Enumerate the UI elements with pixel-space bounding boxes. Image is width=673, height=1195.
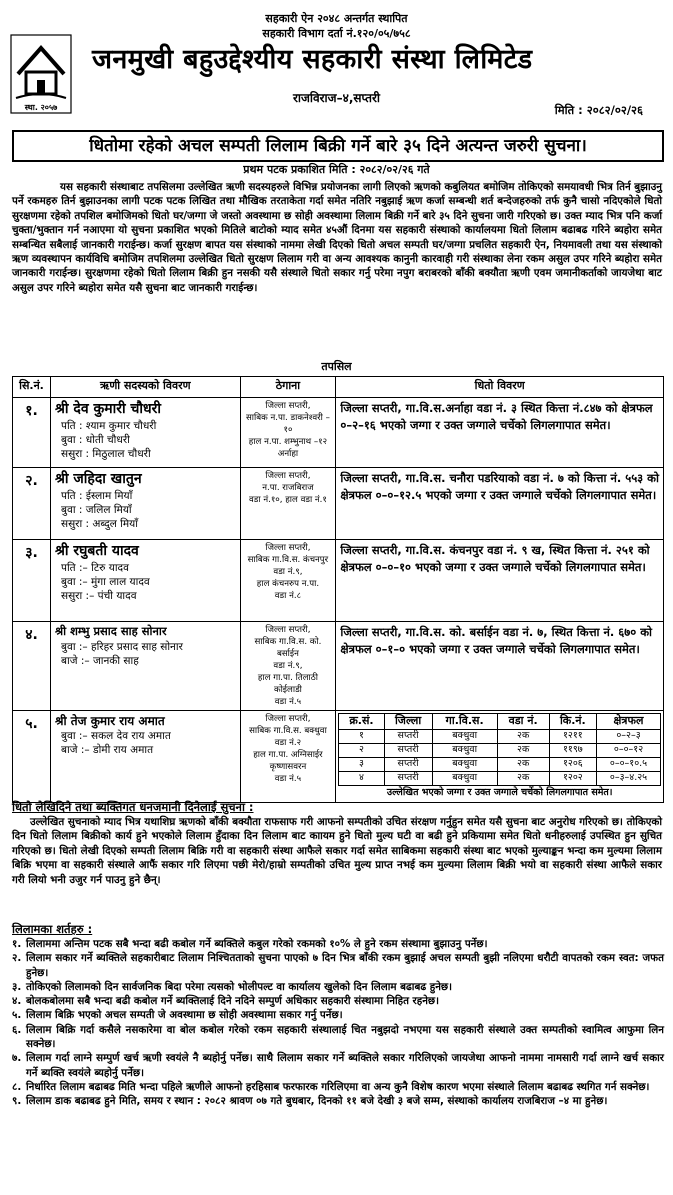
debtor-name: श्री देव कुमारी चौधरी [54,401,161,417]
relation-line: बाजे :– डोमी राय अमात [60,744,154,757]
row-address [240,540,336,622]
condition-number: ४. [12,995,22,1008]
header-debtor: ऋणी सदस्यको विवरण [50,377,240,398]
debtor-name: श्री तेज कुमार राय अमात [54,714,165,728]
row-address [240,398,336,468]
debtor-name: श्री शम्भु प्रसाद साह सोनार [54,624,167,638]
relation-line: बुवा :– सकल देव राय अमात [60,730,171,743]
notice-date: मिति : २०८२/०२/२६ [554,103,643,117]
land-parcel-subtable [338,713,661,786]
organization-address: राजविराज–४,सप्तरी [292,91,381,105]
row-debtor [50,711,240,803]
subtable-header: कि.नं. [549,714,596,730]
row-address [240,711,336,803]
condition-number: ३. [12,980,22,993]
condition-item [12,980,664,994]
address-line: वडा नं.५ [274,774,302,784]
address-line: वडा नं.९, [273,567,303,577]
subtable-header: जिल्ला [384,714,432,730]
subtable-cell: बक्धुवा [432,743,497,757]
subtable-cell: २क [497,743,549,757]
subtable-header-row [339,714,661,730]
subtable-cell: ०–३–४.२५ [597,771,661,785]
address-line: वडा नं.८ [274,591,302,601]
row-serial: ४. [13,622,51,711]
guarantor-notice-paragraph [12,815,662,887]
subtable-header: क्र.सं. [339,714,384,730]
header-serial: सि.नं. [13,377,51,398]
condition-item [12,1023,664,1052]
row-serial: ५. [13,711,51,803]
relation-line: बुवा : धोती चौधरी [60,434,130,447]
header-collateral: धितो विवरण [336,377,664,398]
row-serial: १. [13,398,51,468]
condition-item [12,951,664,980]
debtor-table [12,376,664,803]
row-address [240,622,336,711]
subtable-cell: २क [497,771,549,785]
subtable-cell: ०–२–३ [597,729,661,743]
subtable-row [339,743,661,757]
address-line: हाल गा.पा. अग्निसाईर कृष्णासवरन [253,750,323,772]
subtable-cell: सप्तरी [384,771,432,785]
relation-line: ससुरा : मिठुलाल चौधरी [60,448,151,461]
row-collateral: जिल्ला सप्तरी, गा.वि.स.अर्नाहा वडा नं. ३ स्थित कित्ता नं.८४७ को क्षेत्रफल ०–२–१६ भएको जग्गा र उक्त जग्गाले चर्चेको लिगलगापात समेत। [336,398,664,468]
condition-number: २. [12,952,22,965]
relation-line: बाजे :– जानकी साह [60,654,139,667]
condition-number: ८. [12,1080,22,1093]
row-debtor [50,622,240,711]
subtable-cell: बक्धुवा [432,729,497,743]
table-row [13,468,664,540]
address-line: वडा नं.९, [273,661,303,671]
subtable-cell: ०–०–१२ [597,743,661,757]
subtable-row [339,729,661,743]
tapsil-label: तपसिल [321,360,352,373]
subtable-cell: ०–०–१०.५ [597,757,661,771]
address-line: हाल कंचनरुप न.पा. [256,579,320,589]
condition-item [12,1094,664,1108]
notice-title: धितोमा रहेको अचल सम्पती लिलाम बिक्री गर्ने बारे ३५ दिने अत्यन्त जरुरी सुचना। [12,130,664,162]
relation-line: बुवा :– हरिहर प्रसाद साह सोनार [60,640,183,653]
subtable-cell: बक्धुवा [432,771,497,785]
row-address [240,468,336,540]
address-line: जिल्ला सप्तरी, [265,543,311,553]
address-line: वडा नं.५ [274,697,302,707]
debtor-name: श्री रघुबती यादव [54,543,139,559]
table-row [13,398,664,468]
row-collateral: जिल्ला सप्तरी, गा.वि.स. चनौरा पडरियाको वडा नं. ७ को कित्ता नं. ५५३ को क्षेत्रफल ०–०–१२.५ भएको जग्गा र उक्त जग्गाले चर्चेको लिगलगापात समेत। [336,468,664,540]
row-collateral: जिल्ला सप्तरी, गा.वि.स. कंचनपुर वडा नं. ९ ख, स्थित कित्ता नं. २५१ को क्षेत्रफल ०–०–१० भएको जग्गा र उक्त जग्गाले चर्चेको लिगलगापात समेत। [336,540,664,622]
guarantor-notice-text: उल्लेखित सुचनाको म्याद भित्र यथाशिघ्र ऋणको बाँकी बक्यौता राफसाफ गरी आफनो सम्पतीको उचित संरक्षण गर्नुहुन समेत यसै सुचना बाट अनुरोध गरिएको छ। तोकिएको दिन धितो लिलाम बिक्रीको कार्य हुने भएकोले लिलाम हुँदाका दिन लिलाम बाट काायम हुने धितो मुल्य घटी वा बढी हुने प्रकियामा समेत धितो धनीहरुलाई उपस्थित हुन सुचित गरिएको छ। धितो लेखी दिएको सम्पती लिलाम बिक्रि गरी वा सहकारी संस्था आफैले सकार गर्दा समेत साबिकमा सहकारी संस्था बाट भएको मुल्याङ्कन भन्दा कम मुल्यमा लिलाम बिक्रि भएमा वा सहकारी संस्थाले आफैं सकार गरि लिएमा पछी मेरो/हाम्रो सम्पतीको उचित मुल्य प्राप्त नभई कम मुल्यमा लिलाम बिक्री भयो वा सहकारी संस्था आफैले सकार गरी लियो भनी उजुर गर्न पाउनु हुने छैन्। [12,816,662,886]
address-line: जिल्ला सप्तरी, [265,714,311,724]
condition-text: लिलाम सकार गर्ने ब्यक्तिले सहकारीबाट लिलाम निश्चितताको सुचना पाएको ७ दिन भित्र बाँकी रकम बुझाई अचल सम्पती बुझी नलिएमा धरौटी वापतको रकम स्वत: जफत हुनेछ। [26,952,664,979]
subtable-row [339,757,661,771]
row-debtor [50,468,240,540]
condition-text: तोकिएको लिलामको दिन सार्वजनिक बिदा परेमा त्यसको भोलीपल्ट वा कार्यालय खुलेको दिन लिलाम बढाबढ हुनेछ। [26,980,453,993]
conditions-list [12,937,664,1109]
condition-number: ९. [12,1095,22,1108]
debtor-name: श्री जहिदा खातुन [54,471,142,487]
subtable-cell: २क [497,729,549,743]
intro-text: यस सहकारी संस्थाबाट तपसिलमा उल्लेखित ऋणी सदस्यहरुले विभिन्न प्रयोजनका लागी लिएको ऋणको कबुलियत बमोजिम तोकिएको समयावधी भित्र तिर्न बुझाउनु पर्ने रकमहरु तिर्न बुझाउनका लागी पटक पटक लिखित तथा मौखिक तरताकेता गर्दा समेत नतिरि नबुझाई ऋण कर्जा सम्बन्धी शर्त बन्देजहरुको तर्फ कुनै चासो नदिएकोले धितो सुरक्षणमा रहेको तपशिल बमोजिमको धितो घर/जग्गा जे जस्तो अवस्थामा छ सोही अवस्थामा लिलाम बिक्री गर्ने बारे ३५ दिने सुचना जारी गरिएको छ। उक्त म्याद भित्र पनि कर्जा चुक्ता/भुक्तान गर्न नआएमा यो सुचना प्रकाशित भएको मितिले बाटोको म्याद समेत ४५औं दिनमा यस सहकारी संस्थाको कार्यालयमा धितो लिलाम बढाबढ गरिने ब्यहोरा समेत सम्बन्धित सबैलाई जानकारी गराईन्छ। कर्जा सुरक्षण बापत यस संस्थाको नाममा लेखी दिएको धितो अचल सम्पती घर/जग्गा प्रचलित सहकारी ऐन, नियमावली तथा यस संस्थाको ऋण व्यवस्थापन कार्यविधि बमोजिम तपशिलमा उल्लेखित धितो सुरक्षण लिलाम गरी वा अन्य आवश्यक कानुनी कारवाही गरी संस्थाका लेना रकम असुल उपर गरिने ब्यहोरा समेत जानकारी गराईन्छ। सुरक्षणमा रहेको धितो लिलाम बिक्री हुन नसकी यसै संस्थाले धितो सकार गर्नु परेमा नपुग बराबरको बाँकी बक्यौता ऋणी एवम जमानीकर्ताको जायजेथा बाट असुल उपर गरिने ब्यहोरा समेत यसै सुचना बाट जानकारी गराईन्छ। [12,181,662,294]
subtable-row [339,771,661,785]
subtable-cell: १२०२ [549,771,596,785]
subtable-cell: बक्धुवा [432,757,497,771]
address-line: हाल गा.पा. तिलाठी कोईलाडी [257,673,318,695]
subtable-cell: सप्तरी [384,757,432,771]
relation-line: ससुरा : अब्दुल मियाँ [60,518,138,531]
address-line: जिल्ला सप्तरी, [265,625,311,635]
address-line: जिल्ला सप्तरी, [265,471,311,481]
table-row [13,540,664,622]
table-header-row [13,377,664,398]
conditions-title: लिलामका शर्तहरु : [12,922,93,936]
condition-item [12,1051,664,1080]
subtable-cell: ४ [339,771,384,785]
table-row [13,711,664,803]
subtable-cell: सप्तरी [384,743,432,757]
address-line: वडा नं.१०, हाल वडा नं.१ [249,495,327,505]
condition-number: ७. [12,1052,22,1065]
address-line: अर्नाहा [277,449,299,459]
guarantor-notice-title: धितो लेखिदिने तथा ब्यक्तिगत धनजमानी दिनेलाई सुचना : [12,800,254,814]
subtable-cell: २ [339,743,384,757]
condition-number: ६. [12,1023,22,1036]
subtable-cell: १२०६ [549,757,596,771]
registration-line: सहकारी विभाग दर्ता नं.१२०/०५/७५८ [262,27,411,40]
address-line: न.पा. राजबिराज [262,483,314,493]
condition-item [12,1080,664,1094]
relation-line: पति : ईस्लाम मियाँ [60,489,133,502]
condition-item [12,937,664,951]
condition-item [12,1008,664,1022]
condition-text: लिलाममा अन्तिम पटक सबै भन्दा बढी कबोल गर्ने ब्यक्तिले कबुल गरेको रकमको १०% ले हुने रकम संस्थामा बुझाउनु पर्नेछ। [26,938,488,950]
condition-number: ५. [12,1009,22,1022]
relation-line: पति : श्याम कुमार चौधरी [60,419,157,432]
subtable-cell: १ [339,729,384,743]
subtable-cell: सप्तरी [384,729,432,743]
condition-number: १. [12,938,22,950]
intro-paragraph [12,180,662,295]
row-collateral: जिल्ला सप्तरी, गा.वि.स. को. बर्साईन वडा नं. ७, स्थित कित्ता नं. ६७० को क्षेत्रफल ०–१–० भएको जग्गा र उक्त जग्गाले चर्चेको लिगलगापात समेत। [336,622,664,711]
row-serial: २. [13,468,51,540]
row-debtor [50,398,240,468]
address-line: वडा नं.२ [274,738,302,748]
address-line: जिल्ला सप्तरी, [265,401,311,411]
subtable-header: वडा नं. [497,714,549,730]
subtable-cell: २क [497,757,549,771]
address-line: हाल न.पा. शम्भुनाथ –१२ [248,437,328,447]
organization-name: जनमुखी बहुउद्देश्यीय सहकारी संस्था लिमिटेड [92,44,533,75]
header-address: ठेगाना [240,377,336,398]
address-line: साबिक गा.वि.स. कंचनपुर [247,555,329,565]
condition-text: बोलकबोलमा सबै भन्दा बढी कबोल गर्ने ब्यक्तिलाई दिने नदिने सम्पुर्ण अधिकार सहकारी संस्थामा निहित रहनेछ। [26,995,440,1008]
subtable-header: क्षेत्रफल [597,714,661,730]
row-serial: ३. [13,540,51,622]
condition-text: लिलाम डाक बढाबढ हुने मिति, समय र स्थान : २०८२ श्रावण ०७ गते बुधबार, दिनको ११ बजे देखी ३ बजे सम्म, संस्थाको कार्यालय राजबिराज –४ मा हुनेछ। [26,1095,608,1108]
published-date: प्रथम पटक प्रकाशित मिति : २०८२/०२/२६ गते [243,163,430,176]
address-line: साबिक गा.वि.स. को. बर्साईन [254,637,322,659]
subtable-cell: ३ [339,757,384,771]
relation-line: बुवा :– मुंगा लाल यादव [60,576,150,589]
address-line: साबिक गा.वि.स. बक्धुवा [249,726,327,736]
relation-line: बुवा : जलिल मियाँ [60,504,132,517]
relation-line: पति :– टिरु यादव [60,561,129,574]
condition-item [12,994,664,1008]
establishment-line: सहकारी ऐन २०४८ अन्तर्गत स्थापित [265,12,408,25]
subtable-header: गा.वि.स. [432,714,497,730]
condition-text: निर्धारित लिलाम बढाबढ मिति भन्दा पहिले ऋणीले आफनो हरहिसाब फरफारक गरिलिएमा वा अन्य कुनै विशेष कारण भएमा संस्थाले लिलाम बढाबढ स्थगित गर्न सक्नेछ। [26,1080,650,1093]
subtable-cell: १२११ [549,729,596,743]
subtable-note: उल्लेखित भएको जग्गा र उक्त जग्गाले चर्चेको लिगलगापात समेत। [386,786,613,798]
relation-line: ससुरा :– पंची यादव [60,590,137,603]
table-row [13,622,664,711]
condition-text: लिलाम बिक्रि भएको अचल सम्पती जे अवस्थामा छ सोही अवस्थामा सकार गर्नु पर्नेछ। [26,1009,343,1022]
subtable-cell: ११९७ [549,743,596,757]
row-collateral [336,711,664,803]
condition-text: लिलाम बिक्रि गर्दा कसैले नसकारेमा वा बोल कबोल गरेको रकम सहकारी संस्थालाई चित नबुझदो नभएमा यस सहकारी संस्थाले उक्त सम्पतीको स्वामित्व आफुमा लिन सक्नेछ। [26,1023,664,1051]
row-debtor [50,540,240,622]
logo-text: स्था. २०५७ [24,103,58,112]
address-line: साबिक न.पा. डाकनेश्वरी –१० [245,413,330,435]
condition-text: लिलाम गर्दा लाग्ने सम्पुर्ण खर्च ऋणी स्वयंले नै ब्यहोर्नु पर्नेछ। साथै लिलाम सकार गर्ने ब्यक्तिले सकार गरिलिएको जायजेथा आफनो नाममा नामसारी गर्दा लाग्ने खर्च सकार गर्ने ब्यक्ति स्वयंले ब्यहोर्नु पर्नेछ। [26,1052,664,1079]
